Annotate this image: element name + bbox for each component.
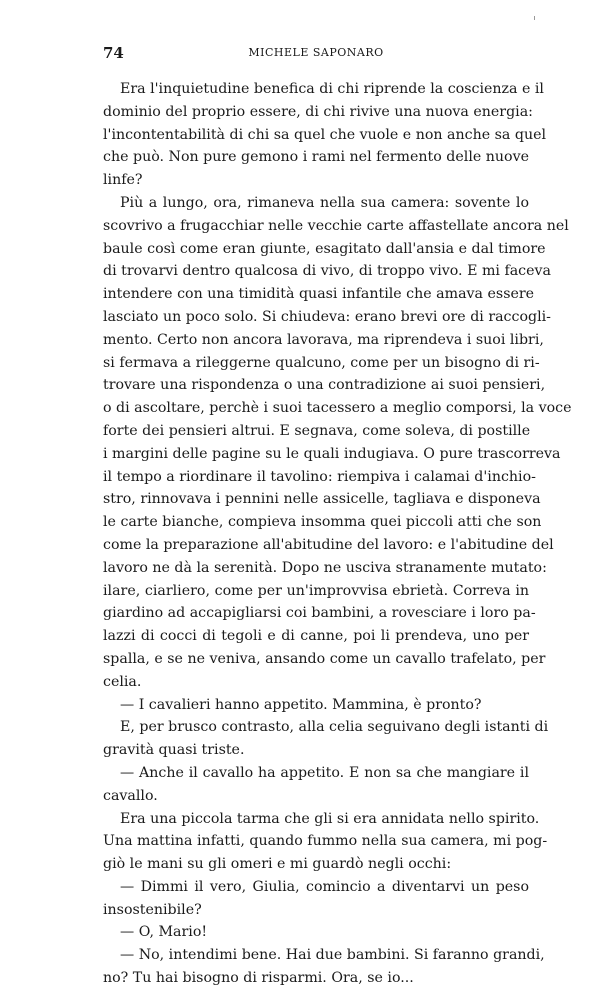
text-line: giardino ad accapigliarsi coi bambini, a rovesciare i loro pa- xyxy=(103,605,536,622)
text-line: scovrivo a frugacchiar nelle vecchie carte affastellate ancora nel xyxy=(103,217,569,234)
text-line: mento. Certo non ancora lavorava, ma riprendeva i suoi libri, xyxy=(103,331,544,348)
text-line: ilare, ciarliero, come per un'improvvisa ebrietà. Correva in xyxy=(103,582,529,599)
text-line: di trovarvi dentro qualcosa di vivo, di troppo vivo. E mi faceva xyxy=(103,263,551,280)
text-line: gravità quasi triste. xyxy=(103,742,245,759)
text-line: stro, rinnovava i pennini nelle assicelle, tagliava e disponeva xyxy=(103,491,541,508)
text-line: giò le mani su gli omeri e mi guardò negli occhi: xyxy=(103,856,452,873)
text-line: insostenibile? xyxy=(103,901,202,918)
text-line: dominio del proprio essere, di chi rivive una nuova energia: xyxy=(103,103,533,120)
text-line: Era una piccola tarma che gli si era annidata nello spirito. xyxy=(120,810,540,827)
text-line: forte dei pensieri altrui. E segnava, come soleva, di postille xyxy=(103,422,531,439)
text-line: — Anche il cavallo ha appetito. E non sa che mangiare il xyxy=(120,764,529,781)
text-line: — O, Mario! xyxy=(120,924,208,941)
text-line: il tempo a riordinare il tavolino: riempiva i calamai d'inchio- xyxy=(103,468,536,485)
text-line: — I cavalieri hanno appetito. Mammina, è pronto? xyxy=(120,696,482,713)
text-line: lavoro ne dà la serenità. Dopo ne usciva stranamente mutato: xyxy=(103,559,547,576)
running-head-title: MICHELE SAPONARO xyxy=(248,46,384,59)
text-line: linfe? xyxy=(103,172,143,189)
text-line: trovare una rispondenza o una contradizione ai suoi pensieri, xyxy=(103,377,546,394)
text-line: — No, intendimi bene. Hai due bambini. Si faranno grandi, xyxy=(120,947,545,964)
text-line: — Dimmi il vero, Giulia, comincio a diventarvi un peso xyxy=(120,878,529,895)
text-line: o di ascoltare, perchè i suoi tacessero a meglio comporsi, la voce xyxy=(103,400,572,417)
text-line: cavallo. xyxy=(103,787,158,804)
text-line: baule così come eran giunte, esagitato dall'ansia e dal timore xyxy=(103,240,546,257)
text-line: intendere con una timidità quasi infantile che amava essere xyxy=(103,286,535,303)
text-line: lazzi di cocci di tegoli e di canne, poi li prendeva, uno per xyxy=(103,628,529,645)
text-line: spalla, e se ne veniva, ansando come un cavallo trafelato, per xyxy=(103,650,546,667)
text-line: le carte bianche, compieva insomma quei piccoli atti che son xyxy=(103,514,542,531)
text-line: i margini delle pagine su le quali indugiava. O pure trascorreva xyxy=(103,445,561,462)
text-line: Più a lungo, ora, rimaneva nella sua camera: sovente lo xyxy=(120,194,529,211)
text-line: no? Tu hai bisogno di risparmi. Ora, se io... xyxy=(103,970,414,987)
text-line: Era l'inquietudine benefica di chi riprende la coscienza e il xyxy=(120,81,544,97)
body-text xyxy=(103,78,572,990)
text-line: celia. xyxy=(103,673,142,690)
text-line: che può. Non pure gemono i rami nel fermento delle nuove xyxy=(103,149,529,166)
text-line: Una mattina infatti, quando fummo nella sua camera, mi pog- xyxy=(103,833,548,850)
text-line: E, per brusco contrasto, alla celia seguivano degli istanti di xyxy=(120,719,549,736)
running-head xyxy=(103,44,529,60)
text-line: lasciato un poco solo. Si chiudeva: erano brevi ore di raccogli- xyxy=(103,308,551,325)
text-line: si fermava a rileggerne qualcuno, come per un bisogno di ri- xyxy=(103,354,540,371)
scan-mark xyxy=(534,16,535,20)
text-line: come la preparazione all'abitudine del lavoro: e l'abitudine del xyxy=(103,536,554,553)
page-number: 74 xyxy=(103,44,124,62)
text-line: l'incontentabilità di chi sa quel che vuole e non anche sa quel xyxy=(103,126,547,143)
